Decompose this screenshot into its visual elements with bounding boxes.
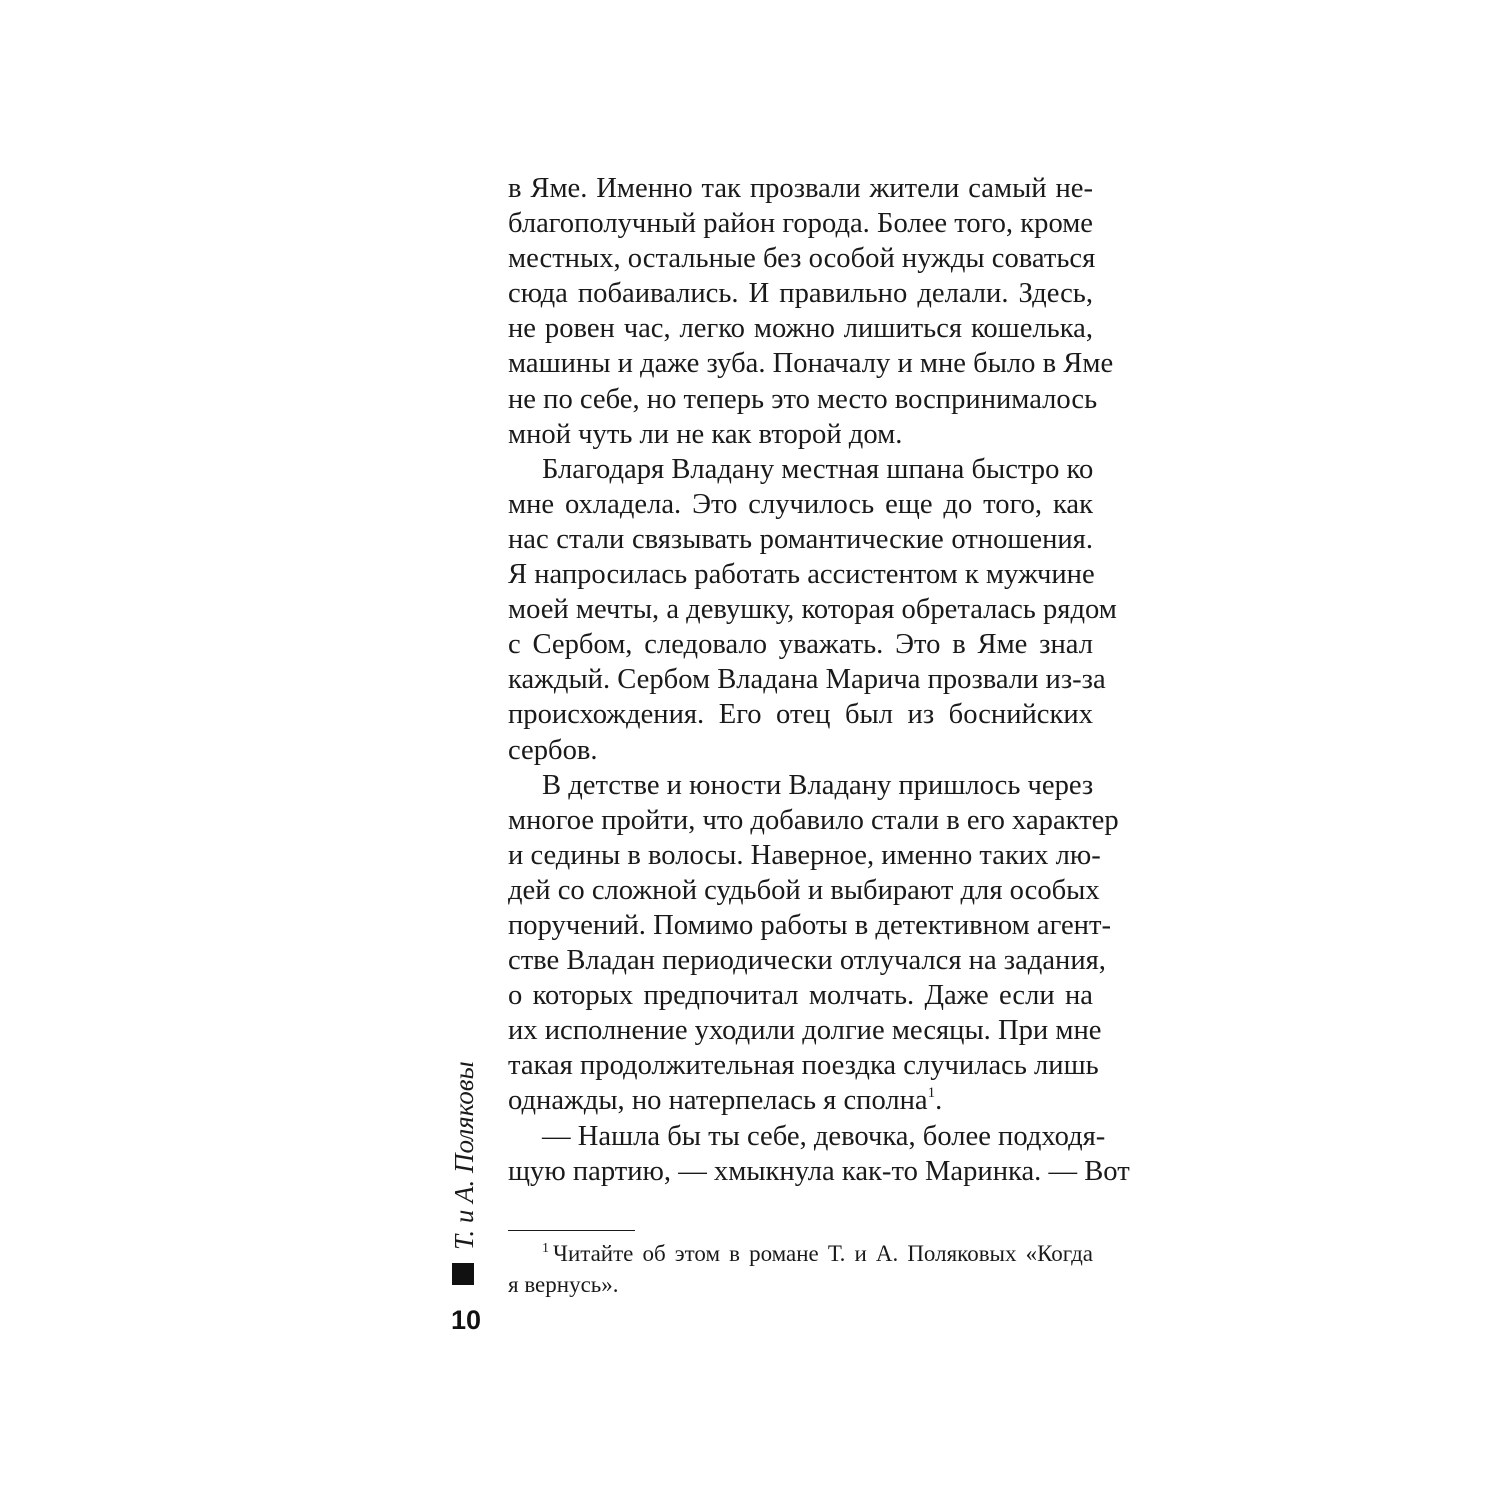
text-line: происхождения. Его отец был из боснийских	[508, 699, 1093, 731]
running-head-author: Т. и А. Поляковы	[449, 1061, 479, 1250]
text-line: не ровен час, легко можно лишиться кошелька,	[508, 313, 1093, 345]
text-line: многое пройти, что добавило стали в его характер	[508, 804, 1119, 836]
text-line: Я напросилась работать ассистентом к мужчине	[508, 559, 1095, 591]
text-line: щую партию, — хмыкнула как-то Маринка. — Вот	[508, 1155, 1130, 1187]
text-line: мне охладела. Это случилось еще до того, как	[508, 488, 1093, 520]
text-line: сюда побаивались. И правильно делали. Здесь,	[508, 278, 1093, 310]
text-line: их исполнение уходили долгие месяцы. При мне	[508, 1015, 1102, 1047]
text-line: и седины в волосы. Наверное, именно таких лю-	[508, 839, 1101, 871]
footnote-divider	[508, 1230, 635, 1231]
text-line: каждый. Сербом Владана Марича прозвали из-за	[508, 664, 1106, 696]
text-line: моей мечты, а девушку, которая обреталась рядом	[508, 594, 1117, 626]
footnote	[508, 1238, 1093, 1300]
text-line: — Нашла бы ты себе, девочка, более подходя-	[542, 1120, 1106, 1152]
text-line: в Яме. Именно так прозвали жители самый не-	[508, 173, 1093, 204]
text-line: мной чуть ли не как второй дом.	[508, 418, 903, 450]
footnote-text: Читайте об этом в романе Т. и А. Поляковых «Когда	[553, 1241, 1093, 1266]
text-line-punctuation: .	[935, 1085, 943, 1117]
page-number: 10	[451, 1305, 482, 1335]
text-line: не по себе, но теперь это место воспринималось	[508, 383, 1098, 415]
text-line: поручений. Помимо работы в детективном агент-	[508, 909, 1111, 941]
black-square-marker-icon	[452, 1263, 474, 1285]
footnote-marker: 1	[542, 1241, 549, 1256]
footnote-line	[508, 1238, 1093, 1269]
footnote-reference[interactable]: 1	[927, 1085, 936, 1102]
body-text	[508, 171, 1130, 1189]
text-line: нас стали связывать романтические отношения.	[508, 523, 1093, 555]
text-line: сербов.	[508, 734, 598, 766]
text-line: В детстве и юности Владану пришлось через	[542, 769, 1094, 801]
text-line-content: однажды, но натерпелась я сполна	[508, 1085, 928, 1117]
text-line: такая продолжительная поездка случилась лишь	[508, 1050, 1099, 1082]
text-line: Благодаря Владану местная шпана быстро ко	[542, 453, 1094, 485]
text-line: о которых предпочитал молчать. Даже если на	[508, 980, 1093, 1012]
text-line: стве Владан периодически отлучался на задания,	[508, 945, 1106, 977]
footnote-line: я вернусь».	[508, 1272, 619, 1297]
text-line: местных, остальные без особой нужды соваться	[508, 243, 1096, 275]
text-line: благополучный район города. Более того, кроме	[508, 208, 1093, 240]
text-line: с Сербом, следовало уважать. Это в Яме знал	[508, 629, 1093, 661]
text-line: дей со сложной судьбой и выбирают для особых	[508, 874, 1100, 906]
text-line: машины и даже зуба. Поначалу и мне было в Яме	[508, 348, 1114, 380]
text-line-with-footnote-ref	[508, 1083, 1093, 1118]
